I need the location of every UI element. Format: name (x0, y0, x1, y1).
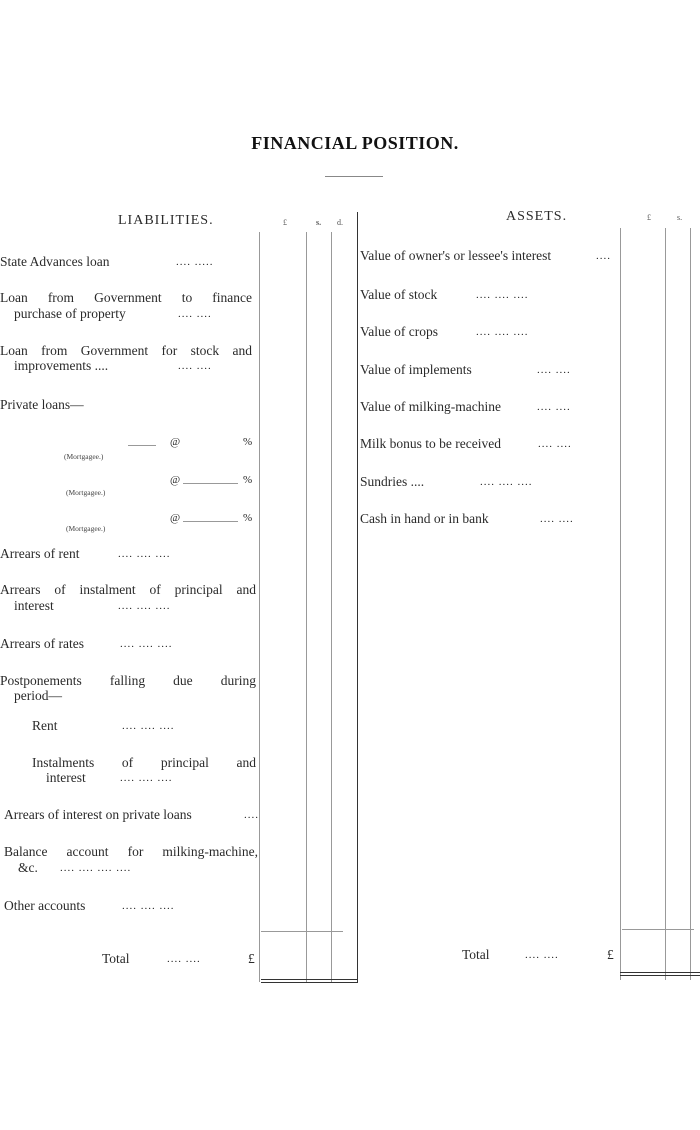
row-arrears-instalment-line2: interest (14, 598, 54, 613)
row-loan-govt-stock-line1: Loan from Government for stock and (0, 343, 252, 358)
row-other-accounts: Other accounts (4, 898, 86, 913)
liabilities-rule-shillings (331, 232, 332, 982)
total-rule (620, 972, 700, 973)
leader-dots: .... .... (540, 513, 574, 525)
row-instalments-principal-line1: Instalments of principal and (32, 755, 256, 770)
row-cash: Cash in hand or in bank (360, 511, 489, 526)
at-sign: @ (170, 512, 181, 524)
at-sign: @ (170, 474, 181, 486)
mortgagee-label: (Mortgagee.) (66, 524, 106, 533)
mortgagee-label: (Mortgagee.) (64, 452, 104, 461)
total-double-rule (620, 975, 700, 976)
mortgagee-label: (Mortgagee.) (66, 488, 106, 497)
leader-dots: .... .... (537, 364, 571, 376)
assets-rule-left (620, 228, 621, 980)
leader-dots: .... .... .... (476, 326, 529, 338)
liabilities-total-currency: £ (248, 951, 255, 966)
row-instalments-principal-line2: interest (46, 770, 86, 785)
blank-line (183, 483, 238, 484)
assets-col-shillings: s. (677, 213, 683, 222)
liabilities-col-pence: d. (337, 218, 343, 227)
row-postponements-line1: Postponements falling due during (0, 673, 256, 688)
assets-heading: ASSETS. (506, 209, 568, 224)
assets-total-currency: £ (607, 947, 614, 962)
total-double-rule (261, 982, 358, 983)
leader-dots: .... .... .... (120, 638, 173, 650)
row-loan-govt-stock-line2: improvements .... (14, 358, 109, 373)
leader-dots: .... (244, 809, 259, 821)
percent-sign: % (243, 474, 253, 486)
blank-line (183, 521, 238, 522)
row-value-owner-interest: Value of owner's or lessee's interest (360, 248, 552, 263)
row-balance-milking-line1: Balance account for milking-machine, (4, 844, 258, 859)
leader-dots: .... .... (167, 953, 201, 965)
page-title: FINANCIAL POSITION. (251, 133, 459, 153)
percent-sign: % (243, 512, 253, 524)
leader-dots: .... .... (525, 949, 559, 961)
leader-dots: .... .... .... (480, 476, 533, 488)
row-arrears-interest-private: Arrears of interest on private loans (4, 807, 192, 822)
subtotal-rule (261, 931, 343, 932)
leader-dots: .... .... .... (120, 772, 173, 784)
assets-rule-shillings (690, 228, 691, 980)
liabilities-col-pounds: £ (283, 218, 287, 227)
leader-dots: .... .... (178, 360, 212, 372)
row-balance-milking-line2: &c. (18, 860, 38, 875)
leader-dots: .... .... .... (118, 548, 171, 560)
liabilities-rule-left (259, 232, 260, 982)
leader-dots: .... .... .... (122, 900, 175, 912)
subtotal-rule (622, 929, 694, 930)
assets-total-label: Total (462, 947, 490, 962)
percent-sign: % (243, 436, 253, 448)
liabilities-total-label: Total (102, 951, 130, 966)
row-sundries: Sundries .... (360, 474, 425, 489)
title-divider (325, 176, 383, 177)
row-loan-govt-purchase-line1: Loan from Government to finance (0, 290, 252, 305)
row-loan-govt-purchase-line2: purchase of property (14, 306, 126, 321)
leader-dots: .... .... .... .... (60, 862, 132, 874)
row-state-advances-loan: State Advances loan (0, 254, 110, 269)
row-rent: Rent (32, 718, 58, 733)
leader-dots: .... .... (538, 438, 572, 450)
row-arrears-rates: Arrears of rates (0, 636, 84, 651)
liabilities-heading: LIABILITIES. (118, 213, 214, 228)
leader-dots: .... .... .... (122, 720, 175, 732)
row-arrears-instalment-line1: Arrears of instalment of principal and (0, 582, 256, 597)
row-value-implements: Value of implements (360, 362, 472, 377)
row-arrears-rent: Arrears of rent (0, 546, 80, 561)
liabilities-col-shillings: s. (316, 218, 322, 227)
leader-dots: .... .... .... (118, 600, 171, 612)
liabilities-rule-pounds (306, 232, 307, 982)
assets-col-pounds: £ (647, 213, 651, 222)
blank-line (128, 445, 156, 446)
row-postponements-line2: period— (14, 688, 62, 703)
leader-dots: .... .... (178, 308, 212, 320)
row-value-stock: Value of stock (360, 287, 438, 302)
row-value-crops: Value of crops (360, 324, 438, 339)
leader-dots: .... (596, 250, 611, 262)
center-divider (357, 212, 358, 982)
leader-dots: .... ..... (176, 256, 214, 268)
row-value-milking: Value of milking-machine (360, 399, 501, 414)
row-milk-bonus: Milk bonus to be received (360, 436, 501, 451)
row-private-loans: Private loans— (0, 397, 84, 412)
total-rule (261, 979, 358, 980)
leader-dots: .... .... .... (476, 289, 529, 301)
leader-dots: .... .... (537, 401, 571, 413)
assets-rule-pounds (665, 228, 666, 980)
at-sign: @ (170, 436, 181, 448)
